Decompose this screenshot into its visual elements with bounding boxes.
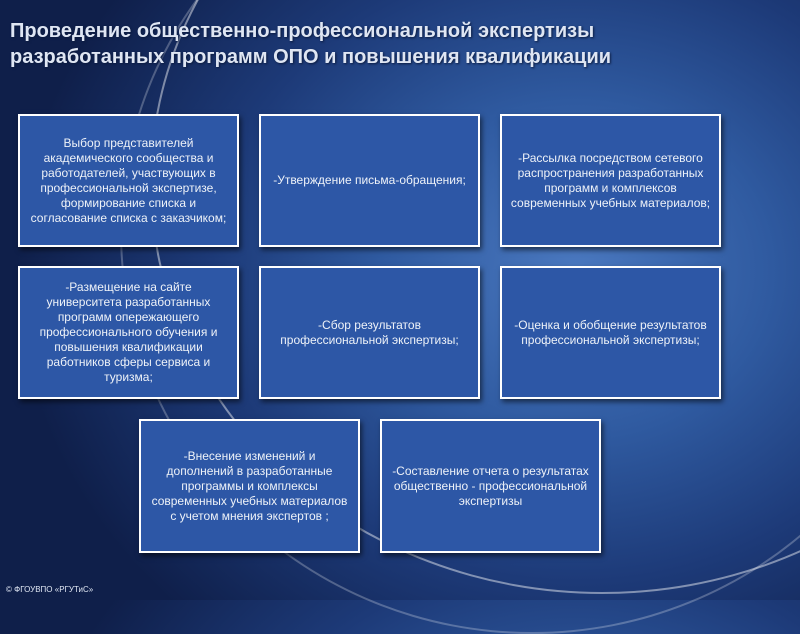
process-box-8 [380,419,601,553]
process-box-4 [18,266,239,399]
process-box-6 [500,266,721,399]
process-box-text: -Сбор результатов профессиональной экспертизы; [280,317,459,347]
process-box-5 [259,266,480,399]
process-box-text: -Рассылка посредством сетевого распространения разработанных программ и комплексов современных учебных материалов; [510,150,711,210]
process-box-text: -Утверждение письма-обращения; [273,173,466,187]
process-box-text: -Размещение на сайте университета разработанных программ опережающего профессионального обучения и повышения квалификации работников сферы сервиса и туризма; [39,280,218,384]
process-box-text: -Внесение изменений и дополнений в разработанные программы и комплексы современных учебных материалов с учетом мнения экспертов ; [151,448,348,523]
process-box-3 [500,114,721,247]
footer-copyright: © ФГОУВПО «РГУТиС» [6,585,94,594]
process-box-text: -Оценка и обобщение результатов профессиональной экспертизы; [514,317,707,347]
process-box-text: -Составление отчета о результатах общественно - профессиональной экспертизы [392,463,589,508]
process-box-7 [139,419,360,553]
process-box-text: Выбор представителей академического сообщества и работодателей, участвующих в профессиональной экспертизе, формирование списка и согласование списка с заказчиком; [30,135,227,225]
slide-title: Проведение общественно-профессиональной экспертизы разработанных программ ОПО и повышения квалификации [10,20,612,68]
process-box-1 [18,114,239,247]
process-box-2 [259,114,480,247]
